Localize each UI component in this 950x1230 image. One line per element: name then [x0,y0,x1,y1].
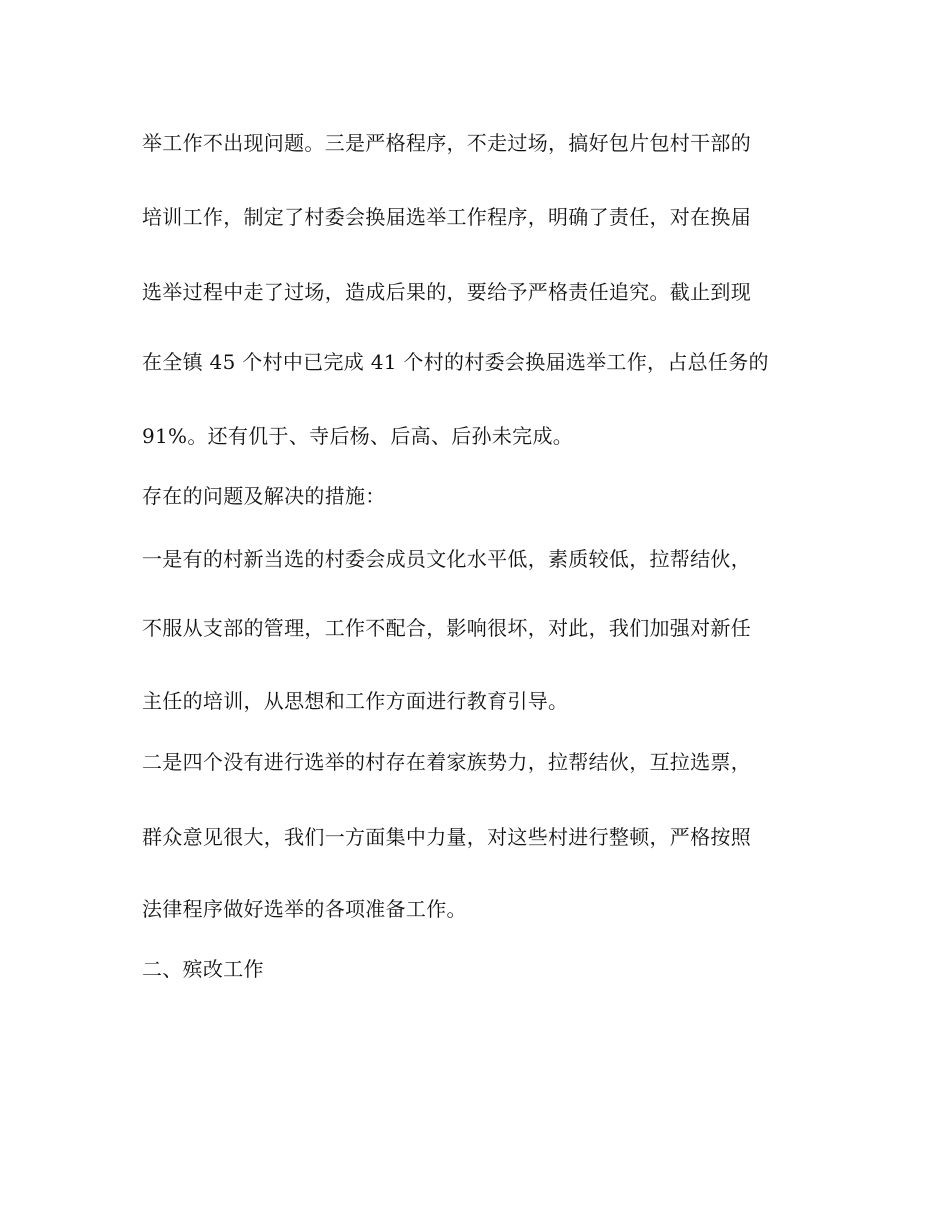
paragraph-line: 在全镇 45 个村中已完成 41 个村的村委会换届选举工作，占总任务的 [142,350,769,374]
section-heading: 二、殡改工作 [142,957,264,981]
section-heading: 存在的问题及解决的措施： [142,484,386,508]
paragraph-line: 91%。还有仉于、寺后杨、后高、后孙未完成。 [142,424,574,448]
paragraph-line: 主任的培训，从思想和工作方面进行教育引导。 [142,689,569,713]
paragraph-line: 举工作不出现问题。三是严格程序，不走过场，搞好包片包村干部的 [142,131,751,155]
paragraph-line: 一是有的村新当选的村委会成员文化水平低，素质较低，拉帮结伙， [142,547,751,571]
paragraph-line: 法律程序做好选举的各项准备工作。 [142,897,467,921]
paragraph-line: 选举过程中走了过场，造成后果的，要给予严格责任追究。截止到现 [142,280,751,304]
paragraph-line: 群众意见很大，我们一方面集中力量，对这些村进行整顿，严格按照 [142,825,751,849]
paragraph-line: 不服从支部的管理，工作不配合，影响很坏，对此，我们加强对新任 [142,616,751,640]
paragraph-line: 培训工作，制定了村委会换届选举工作程序，明确了责任，对在换届 [142,205,751,229]
paragraph-line: 二是四个没有进行选举的村存在着家族势力，拉帮结伙，互拉选票， [142,750,751,774]
